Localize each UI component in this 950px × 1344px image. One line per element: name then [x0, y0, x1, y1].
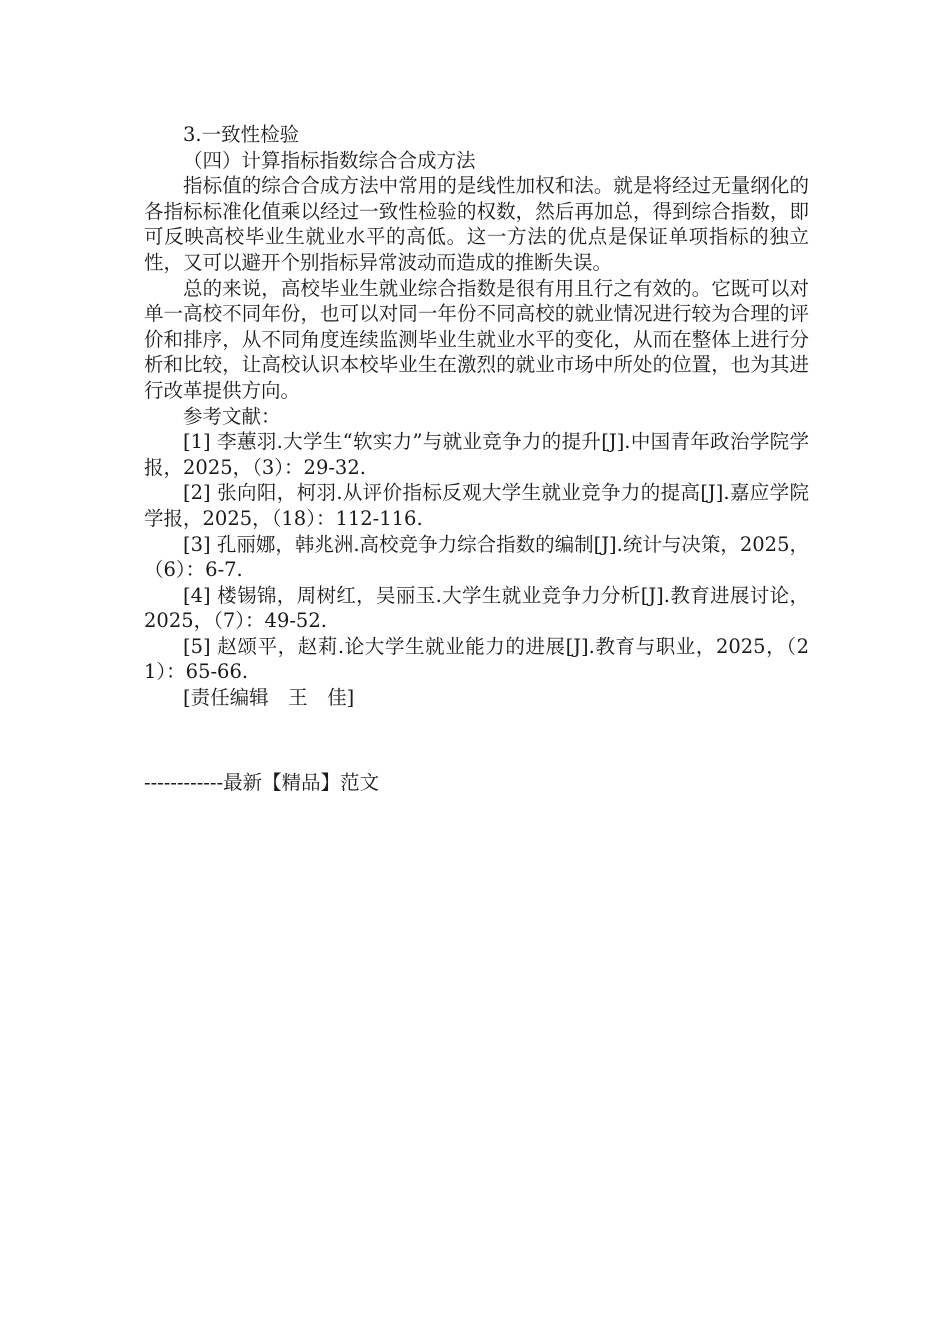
reference-item-1: [1] 李蕙羽.大学生“软实力”与就业竞争力的提升[J].中国青年政治学院学报，2025，（3）：29-32.: [144, 430, 809, 479]
heading-consistency-check: 3.一致性检验: [183, 123, 300, 146]
reference-item-5: [5] 赵颂平，赵莉.论大学生就业能力的进展[J].教育与职业，2025，（21）：65-66.: [144, 634, 809, 684]
reference-item-2: [2] 张向阳，柯羽.从评价指标反观大学生就业竞争力的提高[J].嘉应学院学报，2025，（18）：112-116.: [144, 481, 809, 530]
reference-item-3: [3] 孔丽娜，韩兆洲.高校竞争力综合指数的编制[J].统计与决策，2025，（6）：6-7.: [144, 532, 809, 582]
references-title: 参考文献：: [183, 404, 281, 428]
paragraph-summary: 总的来说，高校毕业生就业综合指数是很有用且行之有效的。它既可以对单一高校不同年份，也可以对同一年份不同高校的就业情况进行较为合理的评价和排序，从不同角度连续监测毕业生就业水平的变化，从而在整体上进行分析和比较，让高校认识本校毕业生在激烈的就业市场中所处的位置，也为其进行改革提供方向。: [144, 276, 809, 402]
heading-composite-method: （四）计算指标指数综合合成方法: [183, 148, 476, 172]
paragraph-method: 指标值的综合合成方法中常用的是线性加权和法。就是将经过无量纲化的各指标标准化值乘以经过一致性检验的权数，然后再加总，得到综合指数，即可反映高校毕业生就业水平的高低。这一方法的优点是保证单项指标的独立性，又可以避开个别指标异常波动而造成的推断失误。: [144, 174, 809, 274]
reference-item-4: [4] 楼锡锦，周树红，吴丽玉.大学生就业竞争力分析[J].教育进展讨论，2025，（7）：49-52.: [144, 583, 809, 633]
responsible-editor: [责任编辑 王 佳]: [183, 686, 355, 710]
footer-banner: ------------最新【精品】范文: [144, 771, 380, 794]
document-body: [144, 122, 809, 711]
